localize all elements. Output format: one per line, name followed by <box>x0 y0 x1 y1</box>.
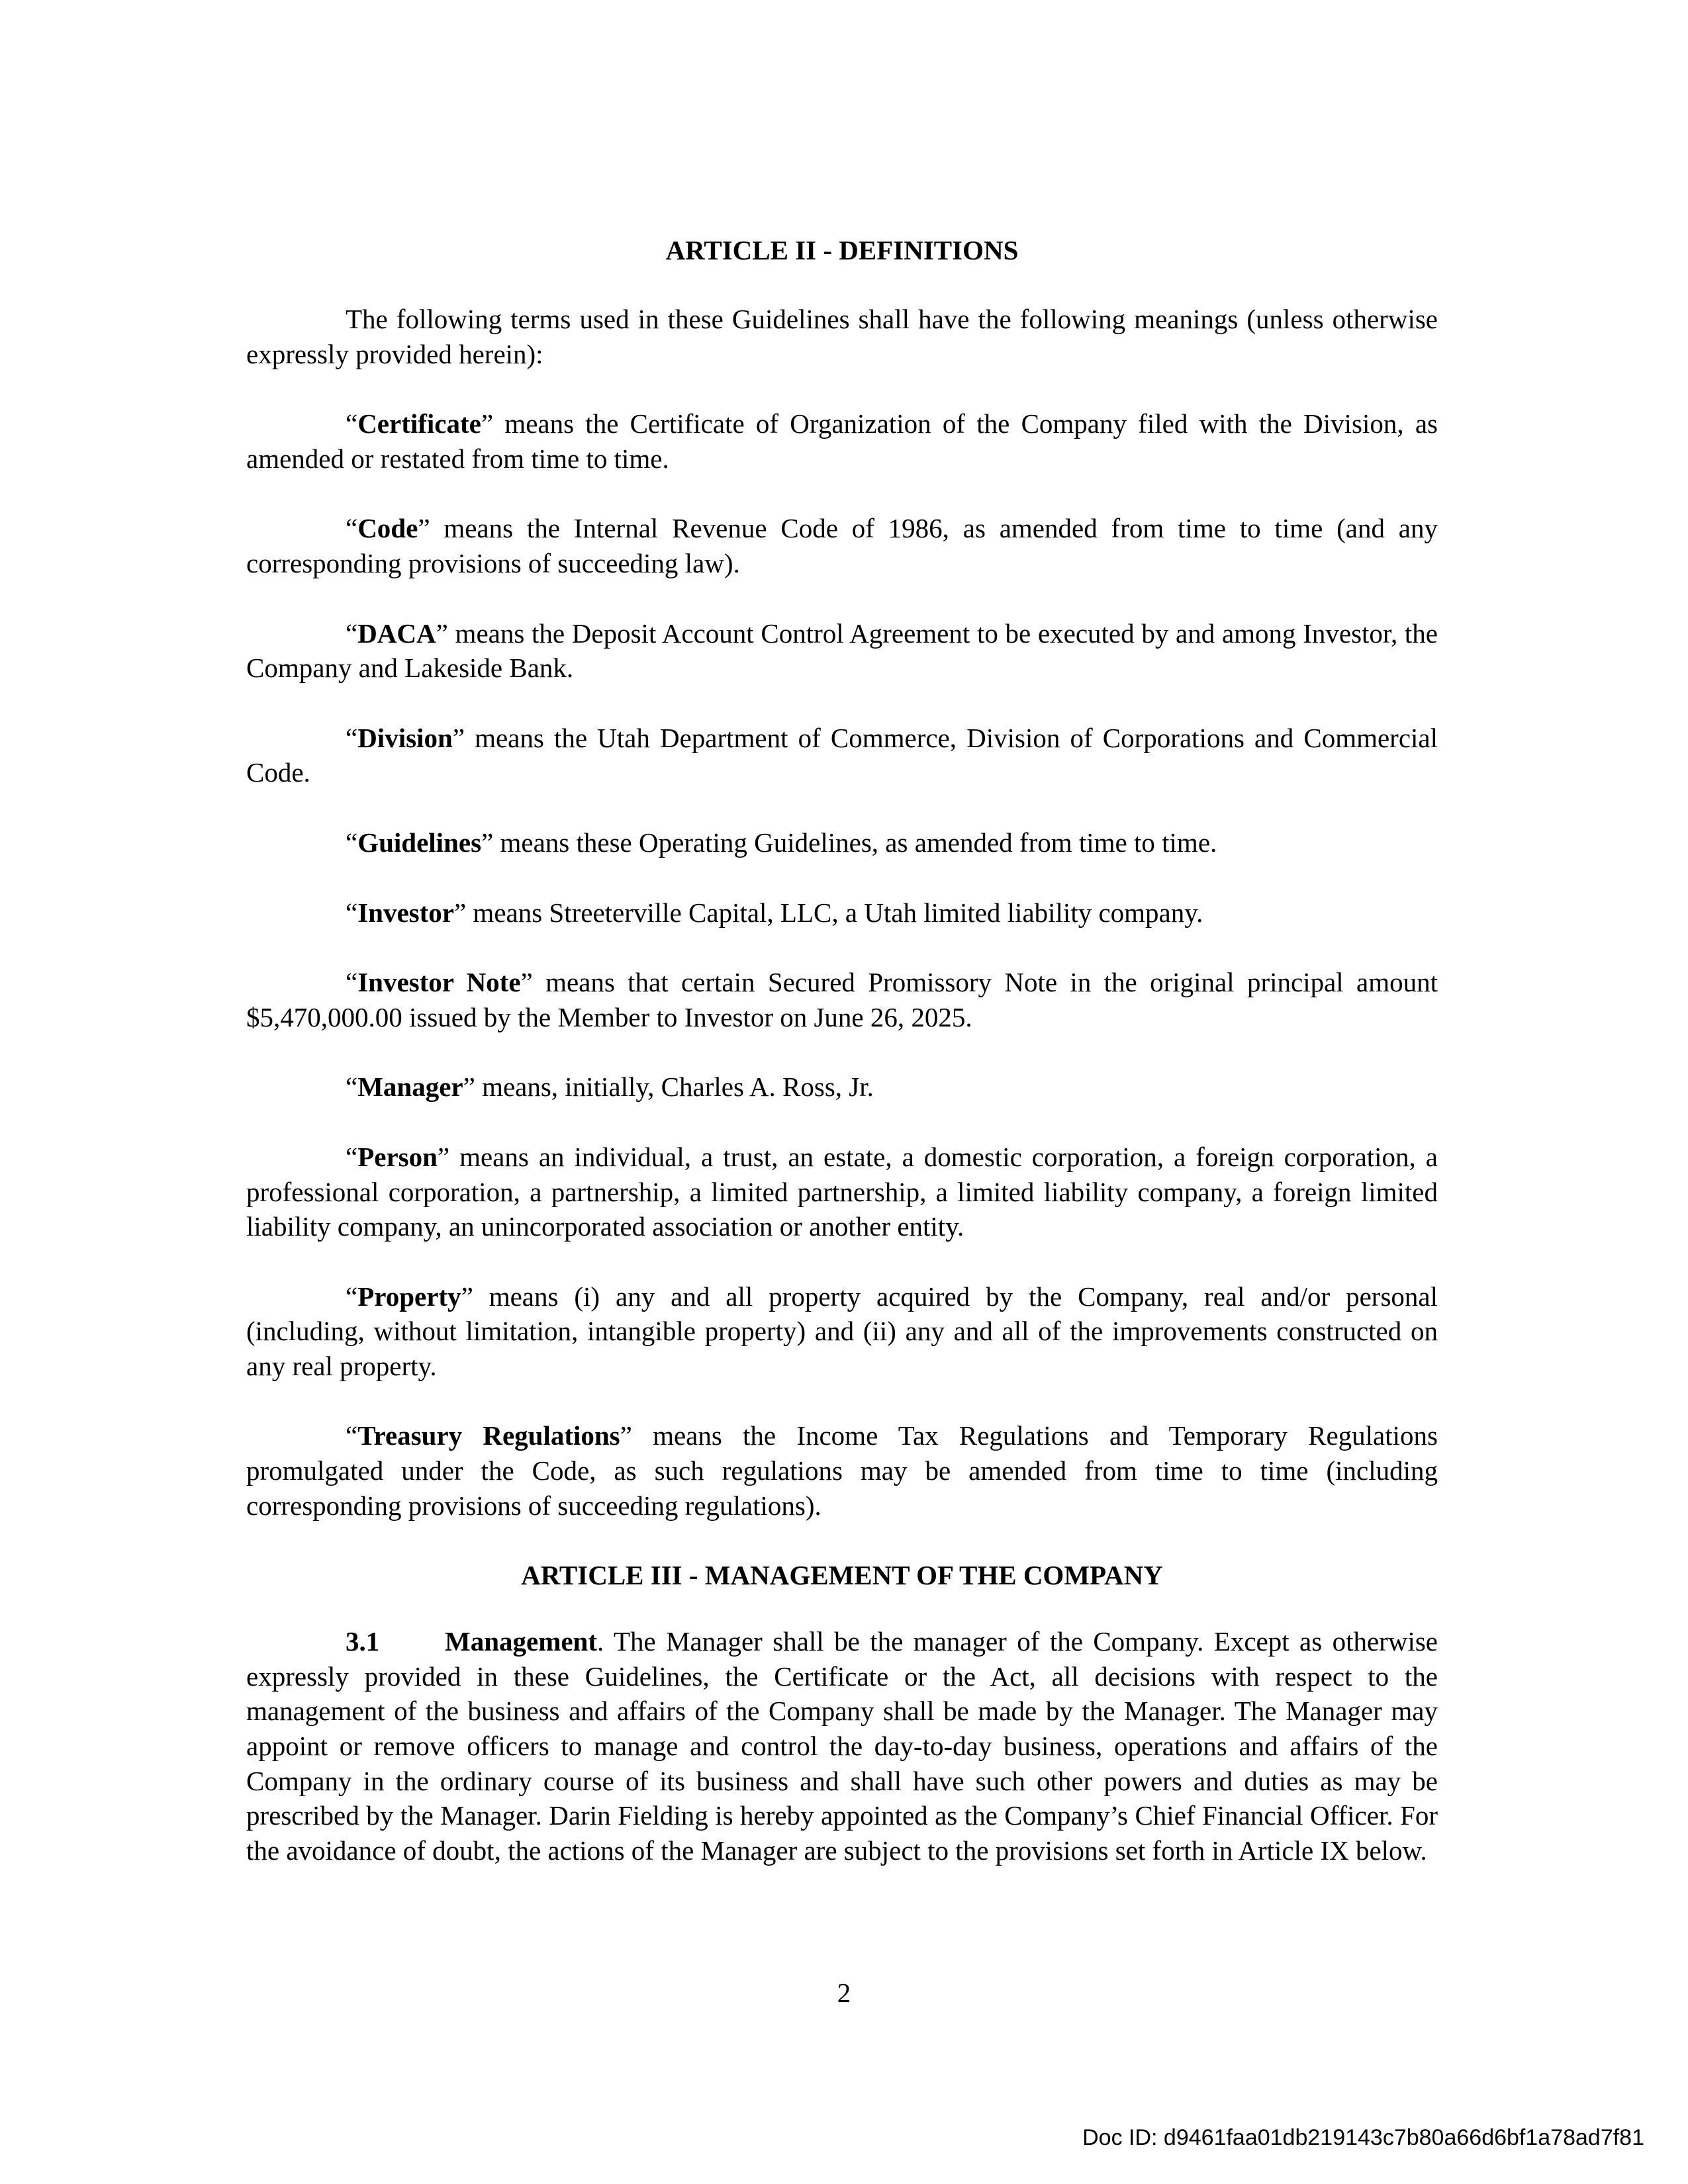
definition-term: Treasury Regulations <box>357 1420 620 1451</box>
definition-text: means the Deposit Account Control Agreement to be executed by and among Investor, the Company and Lakeside Bank. <box>246 617 1438 684</box>
article-2-heading: ARTICLE II - DEFINITIONS <box>665 235 1019 265</box>
definition-code: “Code” means the Internal Revenue Code of 1986, as amended from time to time (and any corresponding provisions of succeeding law). <box>246 513 1438 578</box>
section-title: Management <box>445 1626 598 1657</box>
definition-text: means these Operating Guidelines, as amended from time to time. <box>493 827 1217 858</box>
definition-investor: “Investor” means Streeterville Capital, LLC, a Utah limited liability company. <box>346 897 1203 928</box>
definition-term: Code <box>357 513 418 544</box>
definition-text: means, initially, Charles A. Ross, Jr. <box>475 1071 874 1103</box>
definition-text: means the Utah Department of Commerce, Division of Corporations and Commercial Code. <box>246 722 1438 788</box>
definition-investor-note: “Investor Note” means that certain Secured Promissory Note in the original principal amount $5,470,000.00 issued by the Member to Investor on June 26, 2025. <box>246 967 1438 1032</box>
definitions-intro: The following terms used in these Guidelines shall have the following meanings (unless otherwise expressly provided herein): <box>246 304 1438 369</box>
doc-id-footer: Doc ID: d9461faa01db219143c7b80a66d6bf1a78ad7f81 <box>1082 2125 1644 2150</box>
definition-term: Person <box>357 1141 438 1172</box>
definition-text: means Streeterville Capital, LLC, a Utah limited liability company. <box>466 897 1203 928</box>
definitions-list <box>246 406 1438 1523</box>
definition-text: means the Internal Revenue Code of 1986, as amended from time to time (and any corresponding provisions of succeeding law). <box>246 513 1438 578</box>
definition-term: Property <box>357 1281 461 1312</box>
definition-text: means that certain Secured Promissory Note in the original principal amount $5,470,000.00 issued by the Member to Investor on June 26, 2025. <box>246 967 1438 1032</box>
definition-manager: “Manager” means, initially, Charles A. Ross, Jr. <box>346 1071 874 1103</box>
definition-text: means an individual, a trust, an estate, a domestic corporation, a foreign corporation, a professional corporation, a partnership, a limited partnership, a limited liability company, a foreign limited liability company, an unincorporated association or another entity. <box>246 1141 1438 1242</box>
definition-person: “Person” means an individual, a trust, an estate, a domestic corporation, a foreign corporation, a professional corporation, a partnership, a limited partnership, a limited liability company, a foreign limited liability company, an unincorporated association or another entity. <box>246 1141 1438 1242</box>
definition-division: “Division” means the Utah Department of Commerce, Division of Corporations and Commercial Code. <box>246 722 1438 788</box>
definition-text: means the Certificate of Organization of the Company filed with the Division, as amended or restated from time to time. <box>246 408 1438 474</box>
section-number: 3.1 <box>346 1626 380 1657</box>
section-3-1-management <box>246 1624 1438 1868</box>
definition-property: “Property” means (i) any and all property acquired by the Company, real and/or personal (including, without limitation, intangible property) and (ii) any and all of the improvements constructed on any real property. <box>246 1281 1438 1381</box>
document-page <box>246 233 1438 1903</box>
definition-term: DACA <box>357 617 436 649</box>
definition-term: Manager <box>357 1071 463 1103</box>
definition-text: means the Income Tax Regulations and Temporary Regulations promulgated under the Code, as such regulations may be amended from time to time (including corresponding provisions of succeeding regulations). <box>246 1420 1438 1521</box>
definition-term: Guidelines <box>357 827 482 858</box>
definition-certificate: “Certificate” means the Certificate of Organization of the Company filed with the Division, as amended or restated from time to time. <box>246 408 1438 474</box>
definition-daca: “DACA” means the Deposit Account Control Agreement to be executed by and among Investor, the Company and Lakeside Bank. <box>246 617 1438 684</box>
page-number: 2 <box>837 1978 851 2008</box>
definition-term: Certificate <box>357 408 481 439</box>
article-3-heading: ARTICLE III - MANAGEMENT OF THE COMPANY <box>521 1560 1163 1591</box>
section-text: . The Manager shall be the manager of the Company. Except as otherwise expressly provided in these Guidelines, the Certificate or the Act, all decisions with respect to the management of the business and affairs of the Company shall be made by the Manager. The Manager may appoint or remove officers to manage and control the day-to-day business, operations and affairs of the Company in the ordinary course of its business and shall have such other powers and duties as may be prescribed by the Manager. Darin Fielding is hereby appointed as the Company’s Chief Financial Officer. For the avoidance of doubt, the actions of the Manager are subject to the provisions set forth in Article IX below. <box>246 1626 1438 1866</box>
definition-term: Investor Note <box>357 967 521 998</box>
definition-treasury-regulations: “Treasury Regulations” means the Income Tax Regulations and Temporary Regulations promulgated under the Code, as such regulations may be amended from time to time (including corresponding provisions of succeeding regulations). <box>246 1420 1438 1521</box>
definition-guidelines: “Guidelines” means these Operating Guidelines, as amended from time to time. <box>346 827 1217 858</box>
definition-text: means (i) any and all property acquired by the Company, real and/or personal (including, without limitation, intangible property) and (ii) any and all of the improvements constructed on any real property. <box>246 1281 1438 1381</box>
definition-term: Investor <box>357 897 454 928</box>
definition-term: Division <box>357 722 453 753</box>
